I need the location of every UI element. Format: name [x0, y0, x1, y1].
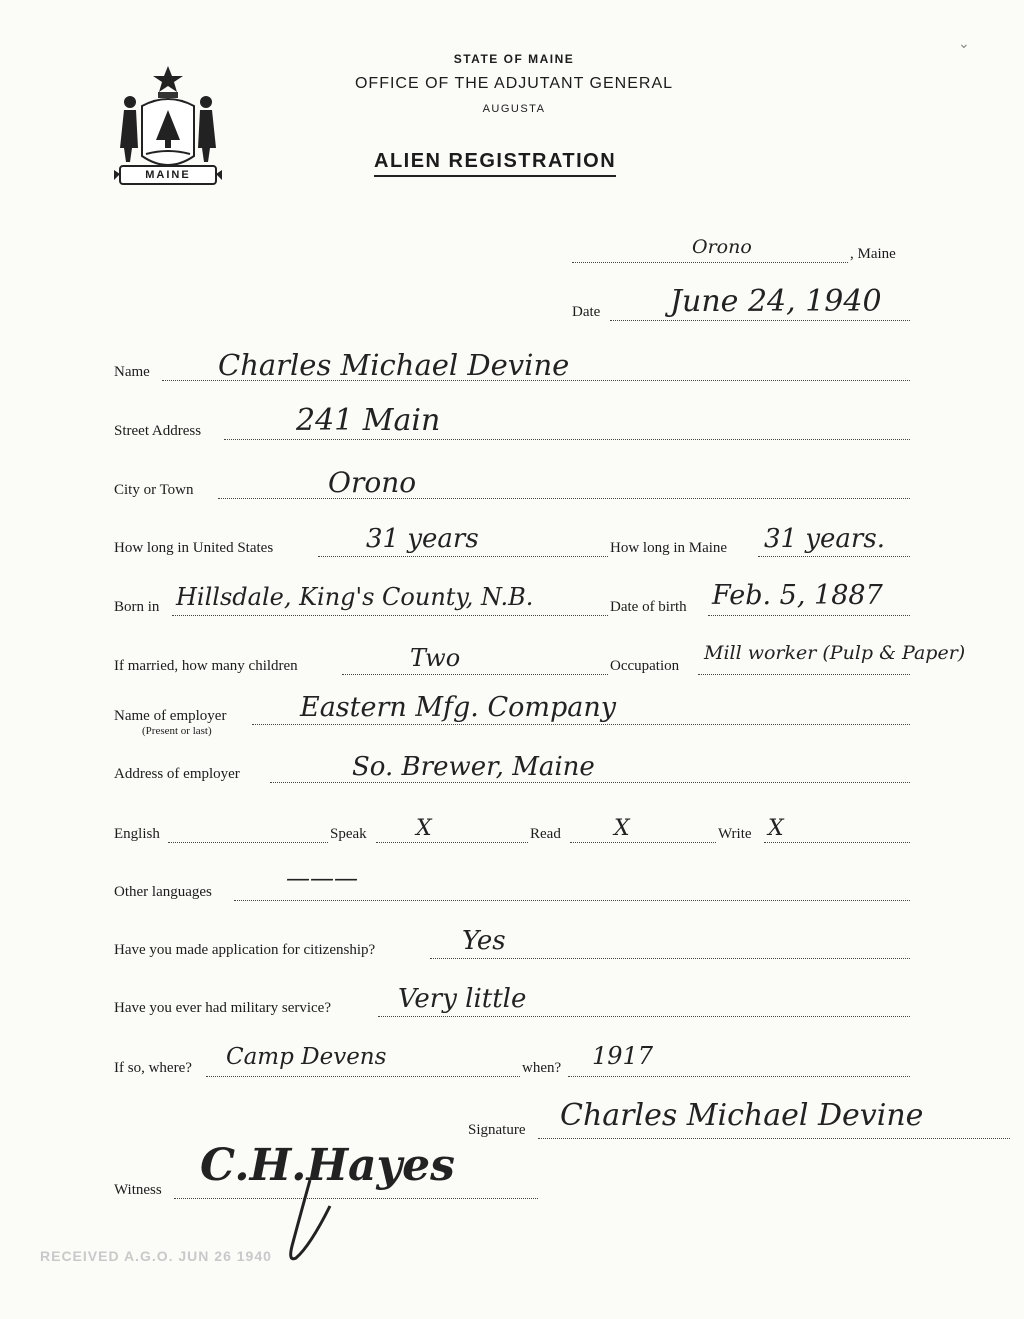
occupation-label: Occupation — [610, 658, 680, 674]
how-long-maine-value: 31 years. — [764, 524, 885, 554]
citizenship-line — [430, 958, 910, 959]
born-in-value: Hillsdale, King's County, N.B. — [176, 583, 534, 611]
employer-address-line — [270, 782, 910, 783]
name-label: Name — [114, 364, 150, 380]
occupation-line — [698, 674, 910, 675]
seal-banner-text: MAINE — [145, 169, 191, 181]
street-value: 241 Main — [296, 403, 441, 438]
street-line — [224, 439, 910, 440]
maine-label: , Maine — [850, 246, 896, 262]
date-label: Date — [572, 304, 601, 320]
speak-value: X — [416, 816, 432, 841]
write-value: X — [768, 816, 784, 841]
write-line — [764, 842, 910, 843]
signature-value: Charles Michael Devine — [560, 1098, 924, 1133]
speak-line — [376, 842, 528, 843]
how-long-us-line — [318, 556, 608, 557]
married-label: If married, how many children — [114, 658, 298, 674]
employer-address-label: Address of employer — [114, 766, 240, 782]
how-long-us-label: How long in United States — [114, 540, 274, 556]
town-value: Orono — [692, 236, 752, 258]
when-label: when? — [522, 1060, 562, 1076]
dob-line — [708, 615, 910, 616]
occupation-value: Mill worker (Pulp & Paper) — [704, 642, 966, 664]
state-heading: STATE OF MAINE — [453, 52, 575, 66]
speak-label: Speak — [330, 826, 367, 842]
form-title: ALIEN REGISTRATION — [374, 150, 616, 177]
employer-line — [252, 724, 910, 725]
date-line — [610, 320, 910, 321]
dob-label: Date of birth — [610, 599, 687, 615]
received-stamp: RECEIVED A.G.O. JUN 26 1940 — [40, 1248, 272, 1264]
citizenship-value: Yes — [462, 926, 506, 956]
where-line — [206, 1076, 520, 1077]
signature-line — [538, 1138, 1010, 1139]
date-value: June 24, 1940 — [670, 284, 882, 319]
name-value: Charles Michael Devine — [218, 348, 570, 382]
office-heading: OFFICE OF THE ADJUTANT GENERAL — [354, 75, 674, 92]
military-value: Very little — [398, 984, 527, 1014]
witness-label: Witness — [114, 1182, 162, 1198]
read-line — [570, 842, 716, 843]
born-in-line — [172, 615, 608, 616]
born-in-label: Born in — [114, 599, 160, 615]
other-languages-label: Other languages — [114, 884, 212, 900]
other-languages-line — [234, 900, 910, 901]
employer-value: Eastern Mfg. Company — [300, 692, 616, 723]
witness-signature: C.H.Hayes — [200, 1140, 455, 1191]
where-value: Camp Devens — [226, 1044, 387, 1070]
where-label: If so, where? — [114, 1060, 192, 1076]
read-value: X — [614, 816, 630, 841]
how-long-maine-line — [758, 556, 910, 557]
military-line — [378, 1016, 910, 1017]
when-value: 1917 — [592, 1042, 654, 1070]
signature-label: Signature — [468, 1122, 526, 1138]
read-label: Read — [530, 826, 561, 842]
other-languages-value: ——— — [286, 864, 358, 892]
how-long-us-value: 31 years — [366, 524, 479, 554]
town-line — [572, 262, 848, 263]
city-heading: AUGUSTA — [482, 103, 546, 115]
how-long-maine-label: How long in Maine — [610, 540, 728, 556]
witness-flourish-icon — [270, 1176, 360, 1271]
married-line — [342, 674, 608, 675]
corner-mark: ⌄ — [958, 37, 970, 52]
when-line — [568, 1076, 910, 1077]
city-label: City or Town — [114, 482, 194, 498]
city-line — [218, 498, 910, 499]
children-value: Two — [410, 644, 461, 672]
english-label: English — [114, 826, 160, 842]
citizenship-label: Have you made application for citizenship? — [114, 942, 376, 958]
city-value: Orono — [328, 466, 417, 499]
write-label: Write — [718, 826, 752, 842]
english-line — [168, 842, 328, 843]
dob-value: Feb. 5, 1887 — [712, 580, 883, 611]
employer-address-value: So. Brewer, Maine — [352, 752, 595, 782]
employer-label: Name of employer — [114, 708, 227, 724]
military-label: Have you ever had military service? — [114, 1000, 331, 1016]
street-label: Street Address — [114, 423, 202, 439]
employer-sublabel: (Present or last) — [142, 725, 212, 737]
